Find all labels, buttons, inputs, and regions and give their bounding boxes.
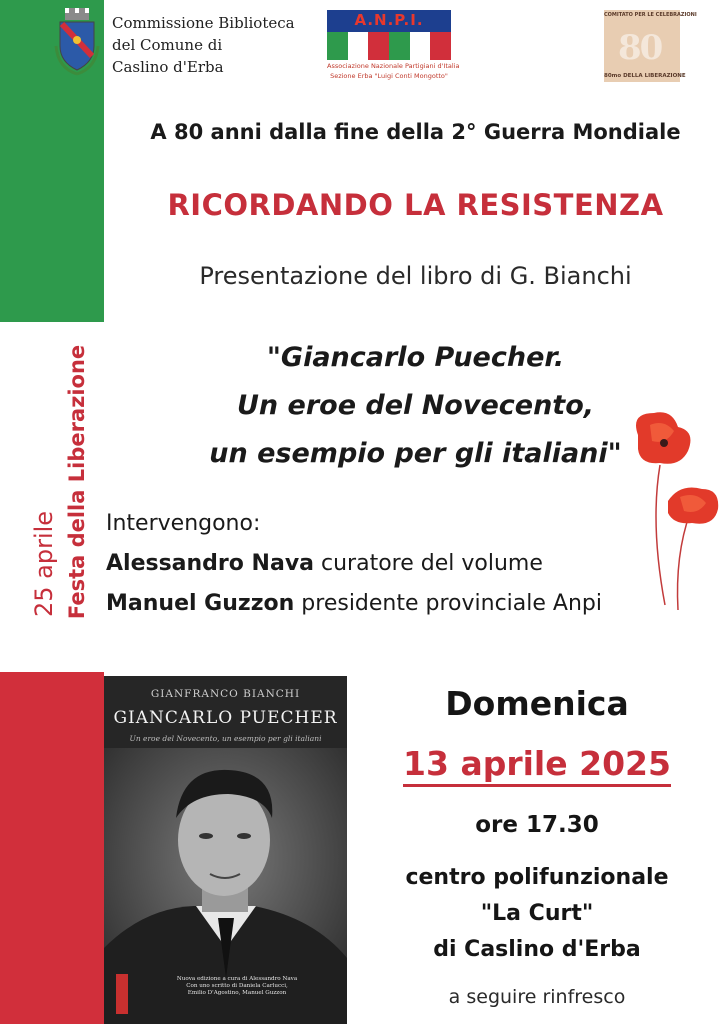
speaker-row [106,584,602,624]
italian-flag-icon [327,32,451,60]
speaker-name: Manuel Guzzon [106,591,295,616]
anpi-subtitle-2: Sezione Erba "Luigi Conti Mongotto" [330,72,448,80]
municipal-crest-icon [52,6,102,78]
celebration-number: 80 [618,28,662,68]
speakers-block [106,504,602,624]
cover-credit-line: Nuova edizione a cura di Alessandro Nava [176,976,298,982]
presentation-line: Presentazione del libro di G. Bianchi [199,262,632,290]
celebration-top-text: COMITATO PER LE CELEBRAZIONI [604,12,697,18]
cover-credit-line: Con uno scritto di Daniela Carlucci, [186,983,288,989]
commune-line-3: Caslino d'Erba [112,58,224,76]
anniversary-line: A 80 anni dalla fine della 2° Guerra Mondiale [150,120,681,144]
cover-title: GIANCARLO PUECHER [113,708,338,728]
anpi-logo [327,10,460,80]
event-date-wrap [347,744,727,783]
side-festa-label: Festa della Liberazione [65,344,89,620]
cover-author: GIANFRANCO BIANCHI [150,688,301,700]
event-place-line-3: di Caslino d'Erba [433,937,641,962]
speaker-role: curatore del volume [314,551,543,576]
book-title-line-2: Un eroe del Novecento, [236,390,595,421]
event-place [347,860,727,968]
event-day: Domenica [445,684,629,723]
commune-label [112,12,295,78]
event-title: RICORDANDO LA RESISTENZA [167,188,664,222]
anpi-title: A.N.P.I. [354,11,424,29]
cover-credits [132,976,342,997]
event-place-line-2: "La Curt" [480,901,594,926]
speakers-intro: Intervengono: [106,511,261,536]
poppy-flower-icon [620,405,727,620]
speaker-name: Alessandro Nava [106,551,315,576]
red-flag-band [0,672,104,1024]
speaker-role: presidente provinciale Anpi [294,591,602,616]
event-time: ore 17.30 [475,812,599,838]
publisher-logo [116,974,128,1014]
cover-credit-line: Emilio D'Agostino, Manuel Guzzon [187,990,287,996]
event-place-line-1: centro polifunzionale [405,865,669,890]
side-date-label [18,312,88,652]
speaker-row [106,544,602,584]
book-title-line-3: un esempio per gli italiani" [209,438,622,469]
celebration-bottom-text: 80mo DELLA LIBERAZIONE [604,73,686,79]
commune-line-2: del Comune di [112,36,223,54]
book-cover [104,676,347,1024]
anpi-subtitle-1: Associazione Nazionale Partigiani d'Italia [327,62,460,70]
cover-subtitle: Un eroe del Novecento, un esempio per gli italiani [129,734,322,743]
event-date: 13 aprile 2025 [403,744,671,787]
side-date: 25 aprile [30,510,58,618]
celebration-logo [604,10,697,82]
event-footer: a seguire rinfresco [448,986,626,1008]
book-title-line-1: "Giancarlo Puecher. [266,342,565,373]
commune-line-1: Commissione Biblioteca [112,14,295,32]
